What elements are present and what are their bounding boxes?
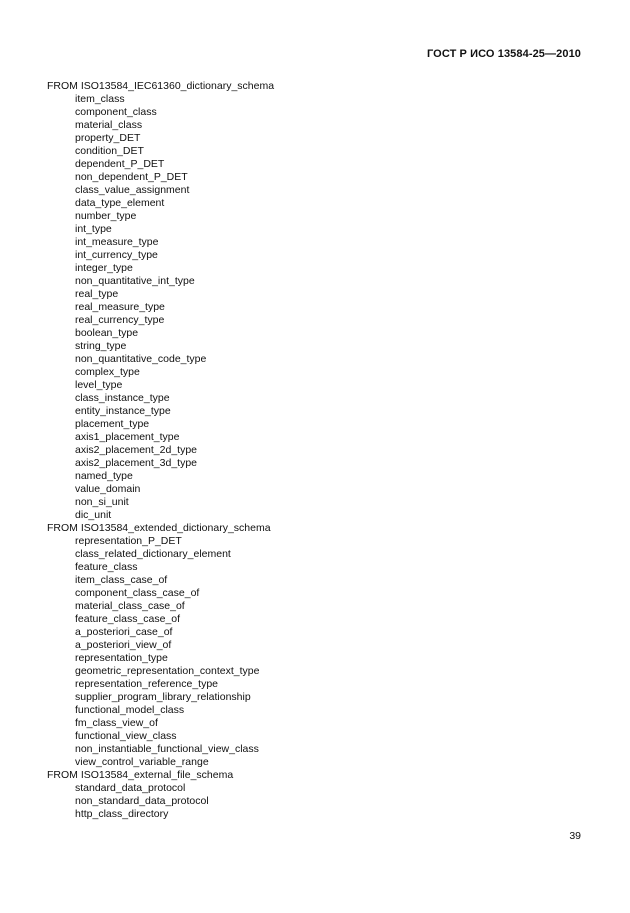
imported-entity-item: real_currency_type — [75, 314, 165, 326]
schema-name: ISO13584_extended_dictionary_schema — [80, 522, 271, 534]
imported-entity-item: representation_type — [75, 652, 168, 664]
imported-entity-item: functional_view_class — [75, 730, 177, 742]
imported-entity-item: non_si_unit — [75, 496, 129, 508]
imported-entity-item: integer_type — [75, 262, 133, 274]
imported-entity-item: value_domain — [75, 483, 141, 495]
imported-entity-item: item_class_case_of — [75, 574, 168, 586]
imported-entity-item: a_posteriori_view_of — [75, 639, 172, 651]
imported-entity-item: non_quantitative_code_type — [75, 353, 207, 365]
imported-entity-item: component_class — [75, 106, 157, 118]
imported-entity-item: boolean_type — [75, 327, 139, 339]
imported-entity-item: complex_type — [75, 366, 140, 378]
schema-name: ISO13584_IEC61360_dictionary_schema — [80, 80, 275, 92]
imported-entity-item: non_standard_data_protocol — [75, 795, 209, 807]
from-keyword: FROM — [47, 769, 78, 781]
from-keyword: FROM — [47, 80, 78, 92]
imported-entity-item: standard_data_protocol — [75, 782, 186, 794]
imported-entity-item: placement_type — [75, 418, 150, 430]
imported-entity-item: http_class_directory — [75, 808, 169, 820]
imported-entity-item: int_type — [75, 223, 112, 235]
imported-entity-item: material_class — [75, 119, 143, 131]
imported-entity-item: axis2_placement_2d_type — [75, 444, 198, 456]
imported-entity-item: non_dependent_P_DET — [75, 171, 188, 183]
schema-name: ISO13584_external_file_schema — [80, 769, 234, 781]
imported-entity-item: geometric_representation_context_type — [75, 665, 260, 677]
imported-entity-item: feature_class_case_of — [75, 613, 181, 625]
imported-entity-item: real_type — [75, 288, 119, 300]
page-number: 39 — [569, 830, 581, 842]
from-schema-line — [47, 522, 274, 535]
imported-entity-item: non_quantitative_int_type — [75, 275, 195, 287]
from-schema-line — [47, 80, 274, 93]
imported-entity-item: representation_reference_type — [75, 678, 219, 690]
imported-entity-item: representation_P_DET — [75, 535, 182, 547]
imported-entity-item: axis2_placement_3d_type — [75, 457, 198, 469]
imported-entity-item: number_type — [75, 210, 137, 222]
imported-entity-item: class_value_assignment — [75, 184, 190, 196]
imported-entity-item: class_related_dictionary_element — [75, 548, 231, 560]
schema-import-list — [47, 80, 274, 821]
imported-entity-item: functional_model_class — [75, 704, 185, 716]
imported-entity-item: condition_DET — [75, 145, 144, 157]
imported-entity-item: axis1_placement_type — [75, 431, 180, 443]
imported-entity-item: component_class_case_of — [75, 587, 200, 599]
imported-entity-item: non_instantiable_functional_view_class — [75, 743, 259, 755]
document-header: ГОСТ Р ИСО 13584-25—2010 — [426, 48, 581, 60]
imported-entity-item: a_posteriori_case_of — [75, 626, 173, 638]
imported-entity-item: int_measure_type — [75, 236, 159, 248]
from-schema-line — [47, 769, 274, 782]
imported-entity-item: view_control_variable_range — [75, 756, 209, 768]
imported-entity-item: string_type — [75, 340, 127, 352]
imported-entity-item: dependent_P_DET — [75, 158, 165, 170]
imported-entity-item: feature_class — [75, 561, 138, 573]
imported-entity-item: item_class — [75, 93, 125, 105]
imported-entity-item: named_type — [75, 470, 133, 482]
imported-entity-item: real_measure_type — [75, 301, 165, 313]
imported-entity-item: fm_class_view_of — [75, 717, 158, 729]
imported-entity-item: supplier_program_library_relationship — [75, 691, 251, 703]
imported-entity-item: data_type_element — [75, 197, 165, 209]
imported-entity-item: entity_instance_type — [75, 405, 171, 417]
imported-entity-item: property_DET — [75, 132, 141, 144]
imported-entity-item: class_instance_type — [75, 392, 170, 404]
imported-entity-item: material_class_case_of — [75, 600, 185, 612]
imported-entity-item: dic_unit — [75, 509, 112, 521]
from-keyword: FROM — [47, 522, 78, 534]
imported-entity-item: level_type — [75, 379, 123, 391]
imported-entity-item: int_currency_type — [75, 249, 158, 261]
